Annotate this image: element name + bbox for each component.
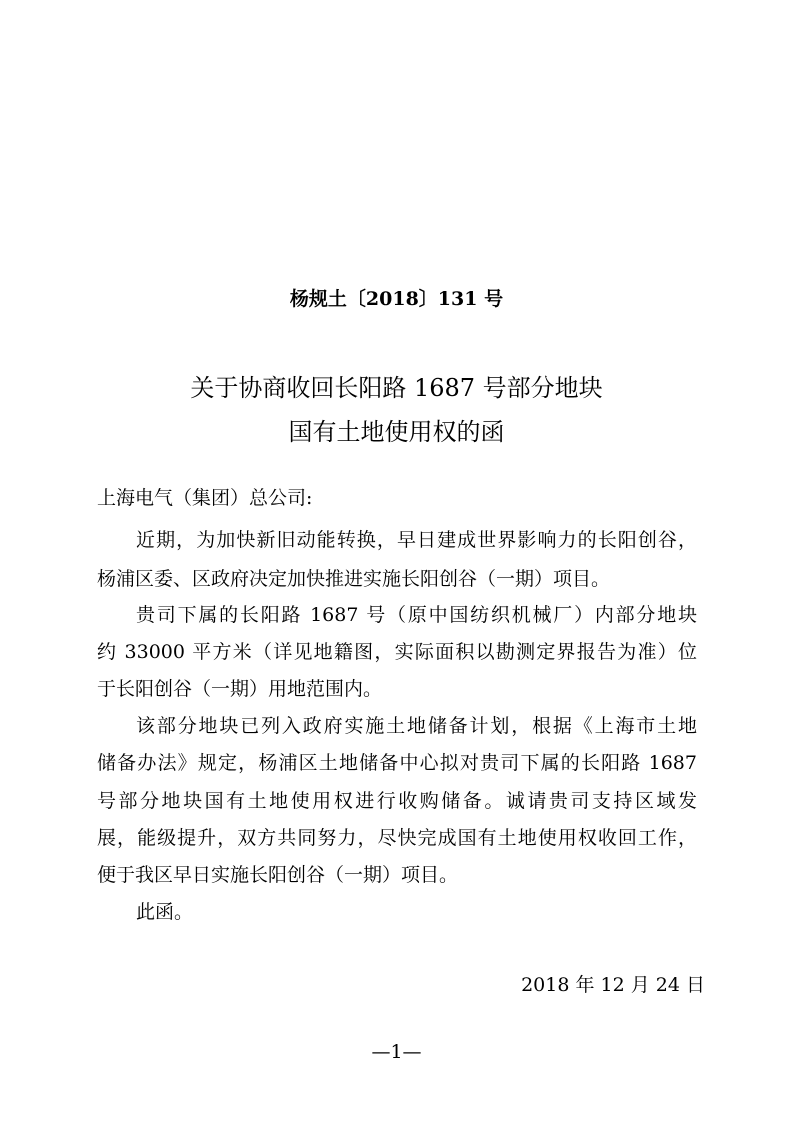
body-line: 于长阳创谷（一期）用地范围内。 [97, 678, 383, 700]
document-date: 2018 年 12 月 24 日 [521, 974, 705, 996]
page-number: —1— [371, 1041, 422, 1063]
recipient: 上海电气（集团）总公司: [97, 487, 313, 509]
body-line: 约 33000 平方米（详见地籍图，实际面积以勘测定界报告为准）位 [97, 641, 697, 663]
body-line: 该部分地块已列入政府实施土地储备计划，根据《上海市土地 [136, 715, 697, 737]
title-line: 关于协商收回长阳路 1687 号部分地块 [190, 374, 603, 402]
body-line: 贵司下属的长阳路 1687 号（原中国纺织机械厂）内部分地块 [136, 604, 697, 626]
body-line: 近期，为加快新旧动能转换，早日建成世界影响力的长阳创谷， [136, 529, 697, 551]
body-line: 储备办法》规定，杨浦区土地储备中心拟对贵司下属的长阳路 1687 [97, 752, 697, 774]
body-line: 号部分地块国有土地使用权进行收购储备。诚请贵司支持区域发 [97, 790, 697, 812]
body-line: 展，能级提升，双方共同努力，尽快完成国有土地使用权收回工作， [97, 827, 697, 849]
body-line: 便于我区早日实施长阳创谷（一期）项目。 [97, 864, 459, 886]
title-line: 国有土地使用权的函 [288, 418, 505, 446]
body-line: 此函。 [136, 901, 194, 923]
body-line: 杨浦区委、区政府决定加快推进实施长阳创谷（一期）项目。 [97, 568, 611, 590]
document-title [0, 366, 793, 454]
document-number: 杨规土〔2018〕131 号 [289, 288, 504, 310]
